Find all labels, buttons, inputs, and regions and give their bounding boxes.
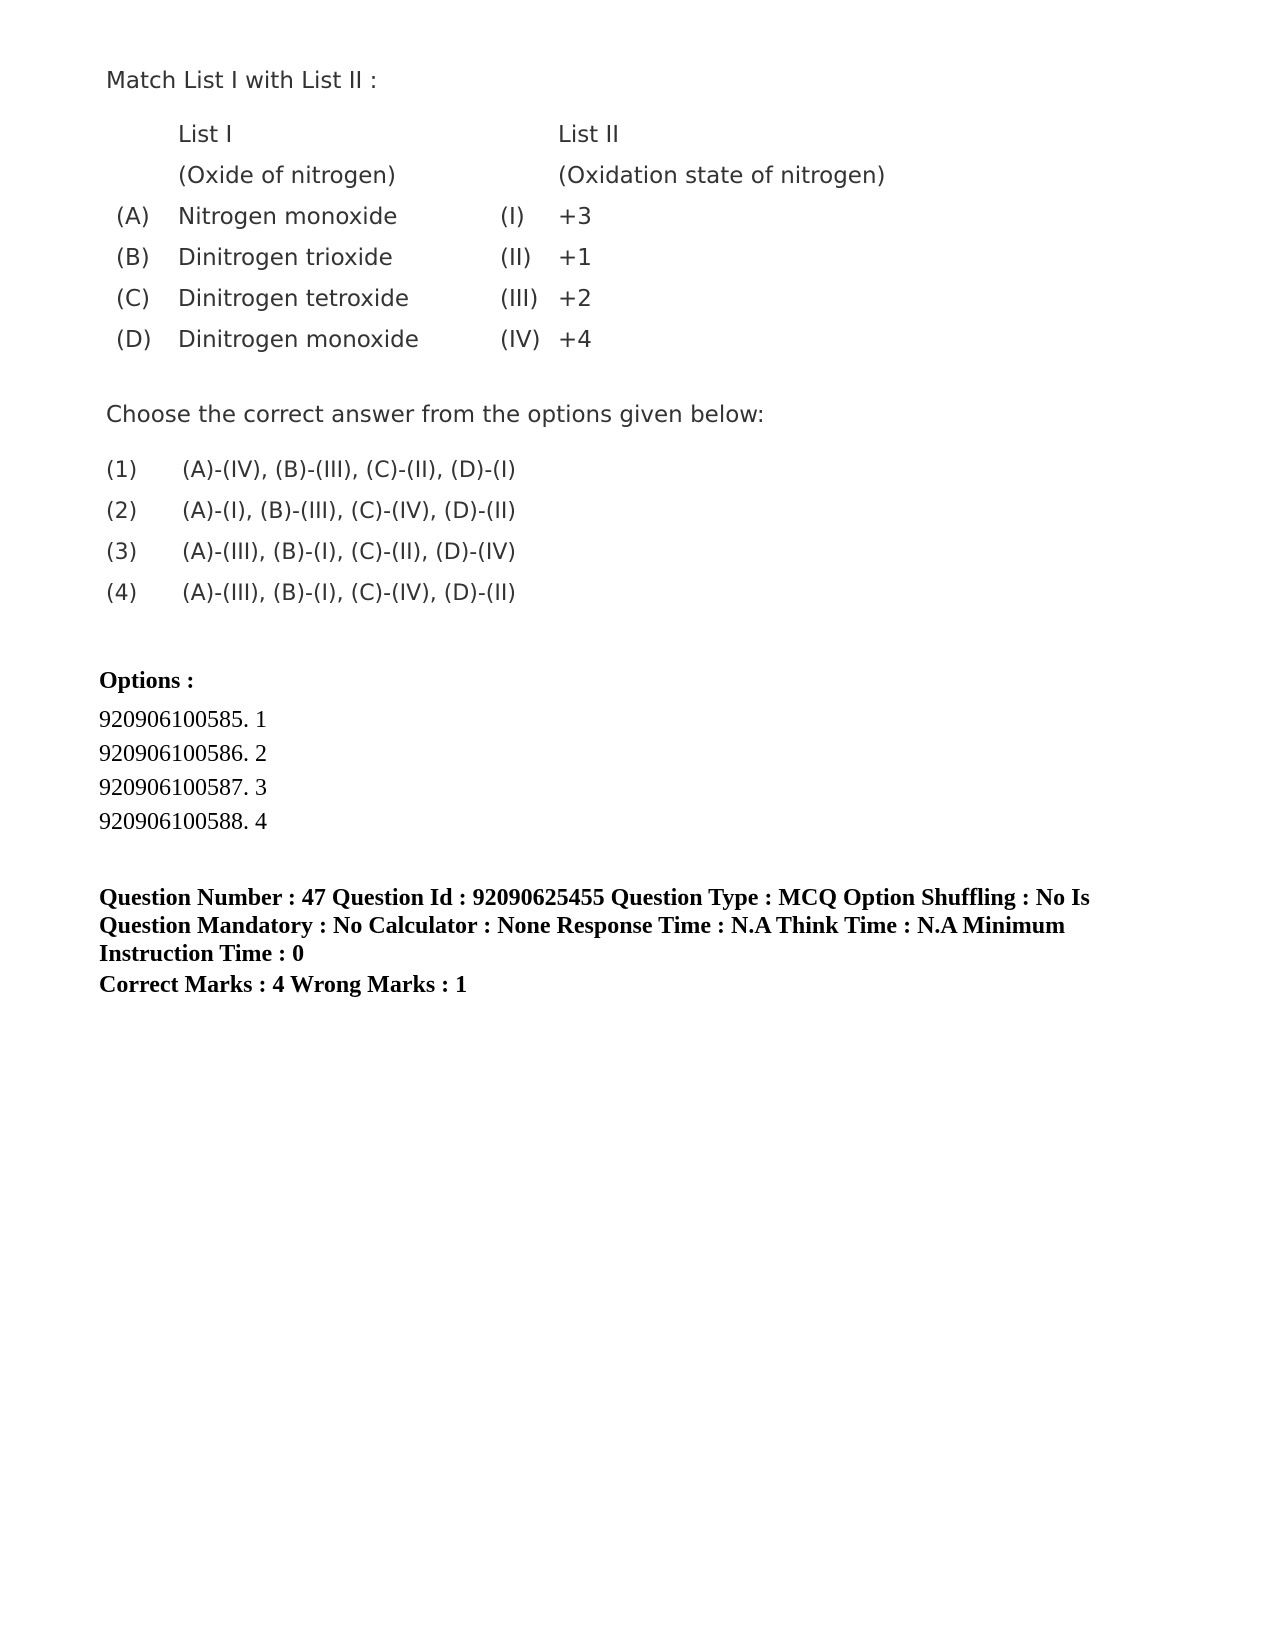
row-letter: (C)	[116, 286, 151, 312]
answer-number: (3)	[106, 540, 138, 565]
match-row	[106, 327, 966, 368]
answer-number: (4)	[106, 581, 138, 606]
marks-info: Correct Marks : 4 Wrong Marks : 1	[99, 972, 468, 998]
options-list	[99, 703, 267, 839]
row-roman: (II)	[500, 245, 532, 271]
question-intro: Match List I with List II :	[106, 68, 378, 94]
list-header-row	[106, 122, 966, 163]
option-item: 920906100585. 1	[99, 707, 267, 733]
answer-text: (A)-(IV), (B)-(III), (C)-(II), (D)-(I)	[182, 458, 516, 483]
row-state: +3	[558, 204, 592, 230]
row-roman: (I)	[500, 204, 525, 230]
row-oxide: Dinitrogen tetroxide	[178, 286, 409, 312]
row-letter: (B)	[116, 245, 150, 271]
option-item: 920906100587. 3	[99, 775, 267, 801]
options-heading: Options :	[99, 668, 195, 694]
answer-number: (1)	[106, 458, 138, 483]
list-subheader-row	[106, 163, 966, 204]
row-state: +2	[558, 286, 592, 312]
row-oxide: Dinitrogen monoxide	[178, 327, 419, 353]
option-item: 920906100588. 4	[99, 809, 267, 835]
list1-title: List I	[178, 122, 233, 148]
match-row	[106, 286, 966, 327]
row-oxide: Dinitrogen trioxide	[178, 245, 393, 271]
row-oxide: Nitrogen monoxide	[178, 204, 398, 230]
match-row	[106, 204, 966, 245]
row-state: +1	[558, 245, 592, 271]
answer-text: (A)-(III), (B)-(I), (C)-(II), (D)-(IV)	[182, 540, 516, 565]
match-row	[106, 245, 966, 286]
choose-instruction: Choose the correct answer from the options given below:	[106, 402, 765, 428]
row-roman: (III)	[500, 286, 539, 312]
list2-title: List II	[558, 122, 620, 148]
answer-text: (A)-(III), (B)-(I), (C)-(IV), (D)-(II)	[182, 581, 516, 606]
row-state: +4	[558, 327, 592, 353]
row-roman: (IV)	[500, 327, 541, 353]
list1-subtitle: (Oxide of nitrogen)	[178, 163, 396, 189]
list2-subtitle: (Oxidation state of nitrogen)	[558, 163, 886, 189]
option-item: 920906100586. 2	[99, 741, 267, 767]
question-meta: Question Number : 47 Question Id : 92090625455 Question Type : MCQ Option Shuffling : No Is Question Mandatory : No Calculator : None Response Time : N.A Think Time : N.A Minimum Instruction Time : 0	[99, 885, 1090, 967]
match-list-table	[106, 122, 966, 368]
row-letter: (A)	[116, 204, 150, 230]
answer-text: (A)-(I), (B)-(III), (C)-(IV), (D)-(II)	[182, 499, 516, 524]
row-letter: (D)	[116, 327, 152, 353]
answer-number: (2)	[106, 499, 138, 524]
